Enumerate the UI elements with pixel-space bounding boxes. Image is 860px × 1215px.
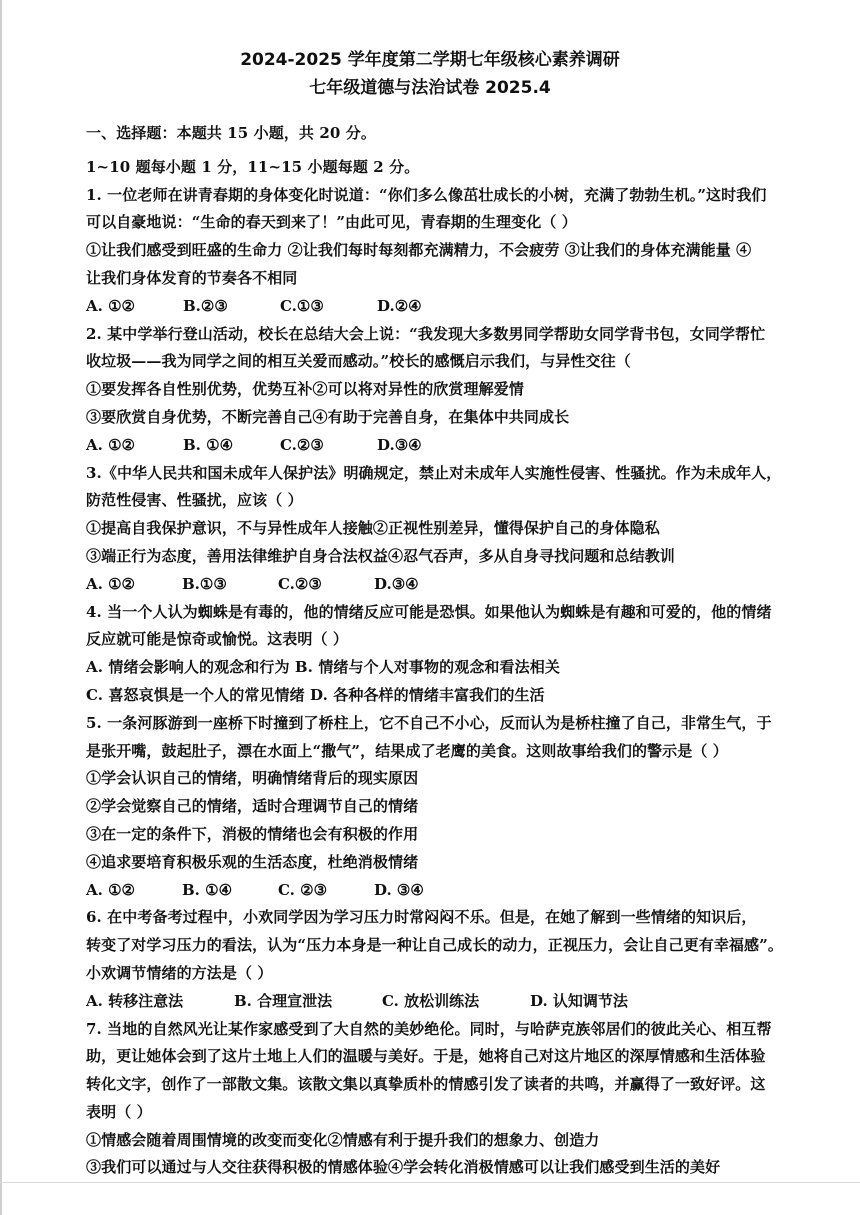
exam-content — [86, 120, 828, 1182]
option-b: B. 合理宣泄法 — [234, 991, 333, 1010]
option-a: A. ①② — [86, 435, 135, 454]
question-text: 4. 当一个人认为蜘蛛是有毒的，他的情绪反应可能是恐惧。如果他认为蜘蛛是有趣和可爱的，他的情绪 — [86, 602, 772, 621]
question-text: 小欢调节情绪的方法是（ ） — [86, 963, 273, 982]
question-text: 7. 当地的自然风光让某作家感受到了大自然的美妙绝伦。同时，与哈萨克族邻居们的彼此关心、相互帮 — [86, 1019, 772, 1038]
question-text: 防范性侵害、性骚扰，应该（ ） — [86, 491, 303, 510]
option-d: D. ③④ — [374, 880, 424, 899]
question-text: 转变了对学习压力的看法，认为“压力本身是一种让自己成长的动力，正视压力，会让自己更有幸福感”。 — [86, 936, 783, 955]
answer-options — [86, 293, 828, 321]
option-b: B. ①④ — [183, 435, 234, 454]
scoring-note: 1~10 题每小题 1 分，11~15 小题每题 2 分。 — [86, 157, 420, 176]
question-statements: ③在一定的条件下，消极的情绪也会有积极的作用 — [86, 824, 419, 843]
question-text: 6. 在中考备考过程中，小欢同学因为学习压力时常闷闷不乐。但是，在她了解到一些情绪的知识后， — [86, 908, 757, 927]
question-2 — [86, 321, 828, 460]
option-c: C.①③ — [280, 296, 324, 315]
option-b: B.①③ — [182, 574, 227, 593]
option-b: B.②③ — [183, 296, 228, 315]
page-left-edge — [0, 0, 2, 1215]
option-line: A. 情绪会影响人的观念和行为 B. 情绪与个人对事物的观念和看法相关 — [86, 658, 560, 677]
question-statements: 让我们身体发育的节奏各不相同 — [86, 268, 298, 287]
question-statements: ③端正行为态度，善用法律维护自身合法权益④忍气吞声，多从自身寻找问题和总结教训 — [86, 546, 675, 565]
answer-options — [86, 988, 828, 1016]
question-text: 表明（ ） — [86, 1102, 152, 1121]
question-statements: ①情感会随着周围情境的改变而变化②情感有利于提升我们的想象力、创造力 — [86, 1130, 600, 1149]
question-statements: ①让我们感受到旺盛的生命力 ②让我们每时每刻都充满精力，不会疲劳 ③让我们的身体充满能量 ④ — [86, 241, 752, 260]
exam-title: 2024-2025 学年度第二学期七年级核心素养调研 — [240, 50, 620, 70]
option-c: C. ②③ — [278, 880, 328, 899]
exam-subtitle: 七年级道德与法治试卷 2025.4 — [309, 78, 551, 98]
answer-options — [86, 432, 828, 460]
option-d: D.③④ — [377, 435, 422, 454]
question-statements: ③要欣赏自身优势，不断完善自己④有助于完善自身，在集体中共同成长 — [86, 407, 570, 426]
question-text: 1. 一位老师在讲青春期的身体变化时说道：“你们多么像茁壮成长的小树，充满了勃勃生机。”这时我们 — [86, 185, 767, 204]
question-text: 转化文字，创作了一部散文集。该散文集以真挚质朴的情感引发了读者的共鸣，并赢得了一致好评。这 — [86, 1075, 766, 1094]
question-statements: ①提高自我保护意识，不与异性成年人接触②正视性别差异，懂得保护自己的身体隐私 — [86, 519, 660, 538]
option-a: A. ①② — [86, 296, 135, 315]
question-4 — [86, 599, 828, 710]
option-a: A. ①② — [86, 574, 135, 593]
option-d: D. 认知调节法 — [530, 991, 628, 1010]
option-b: B. ①④ — [182, 880, 233, 899]
question-statements: ②学会觉察自己的情绪，适时合理调节自己的情绪 — [86, 797, 419, 816]
question-statements: ③我们可以通过与人交往获得积极的情感体验④学会转化消极情感可以让我们感受到生活的美好 — [86, 1158, 721, 1177]
question-5 — [86, 710, 828, 905]
question-text: 可以自豪地说：“生命的春天到来了！”由此可见，青春期的生理变化（ ） — [86, 213, 577, 232]
question-statements: ①学会认识自己的情绪，明确情绪背后的现实原因 — [86, 769, 419, 788]
option-line: C. 喜怒哀惧是一个人的常见情绪 D. 各种各样的情绪丰富我们的生活 — [86, 685, 545, 704]
option-d: D.③④ — [374, 574, 419, 593]
option-c: C.②③ — [280, 435, 324, 454]
question-statements: ④追求要培育积极乐观的生活态度，杜绝消极情绪 — [86, 852, 419, 871]
question-1 — [86, 182, 828, 321]
section-heading: 一、选择题：本题共 15 小题，共 20 分。 — [86, 124, 376, 142]
question-text: 3.《中华人民共和国未成年人保护法》明确规定，禁止对未成年人实施性侵害、性骚扰。作为未成年人， — [86, 463, 782, 482]
question-text: 2. 某中学举行登山活动，校长在总结大会上说：“我发现大多数男同学帮助女同学背书包，女同学帮忙 — [86, 324, 766, 343]
question-3 — [86, 460, 828, 599]
question-text: 反应就可能是惊奇或愉悦。这表明（ ） — [86, 630, 349, 649]
option-d: D.②④ — [377, 296, 422, 315]
question-text: 5. 一条河豚游到一座桥下时撞到了桥柱上，它不自己不小心，反而认为是桥柱撞了自己，非常生气，于 — [86, 713, 772, 732]
answer-options — [86, 571, 828, 599]
question-text: 助，更让她体会到了这片土地上人们的温暖与美好。于是，她将自己对这片地区的深厚情感和生活体验 — [86, 1047, 766, 1066]
question-statements: ①要发挥各自性别优势，优势互补②可以将对异性的欣赏理解爱情 — [86, 380, 524, 399]
option-a: A. ①② — [86, 880, 135, 899]
question-text: 是张开嘴，鼓起肚子，漂在水面上“撒气”，结果成了老鹰的美食。这则故事给我们的警示是（ ） — [86, 741, 728, 760]
question-text: 收垃圾——我为同学之间的相互关爱而感动。”校长的感慨启示我们，与异性交往（ — [86, 352, 631, 371]
option-c: C.②③ — [278, 574, 322, 593]
option-a: A. 转移注意法 — [86, 991, 184, 1010]
option-c: C. 放松训练法 — [382, 991, 480, 1010]
exam-header — [0, 46, 860, 102]
question-7 — [86, 1016, 828, 1183]
question-6 — [86, 904, 828, 1015]
answer-options — [86, 877, 828, 905]
